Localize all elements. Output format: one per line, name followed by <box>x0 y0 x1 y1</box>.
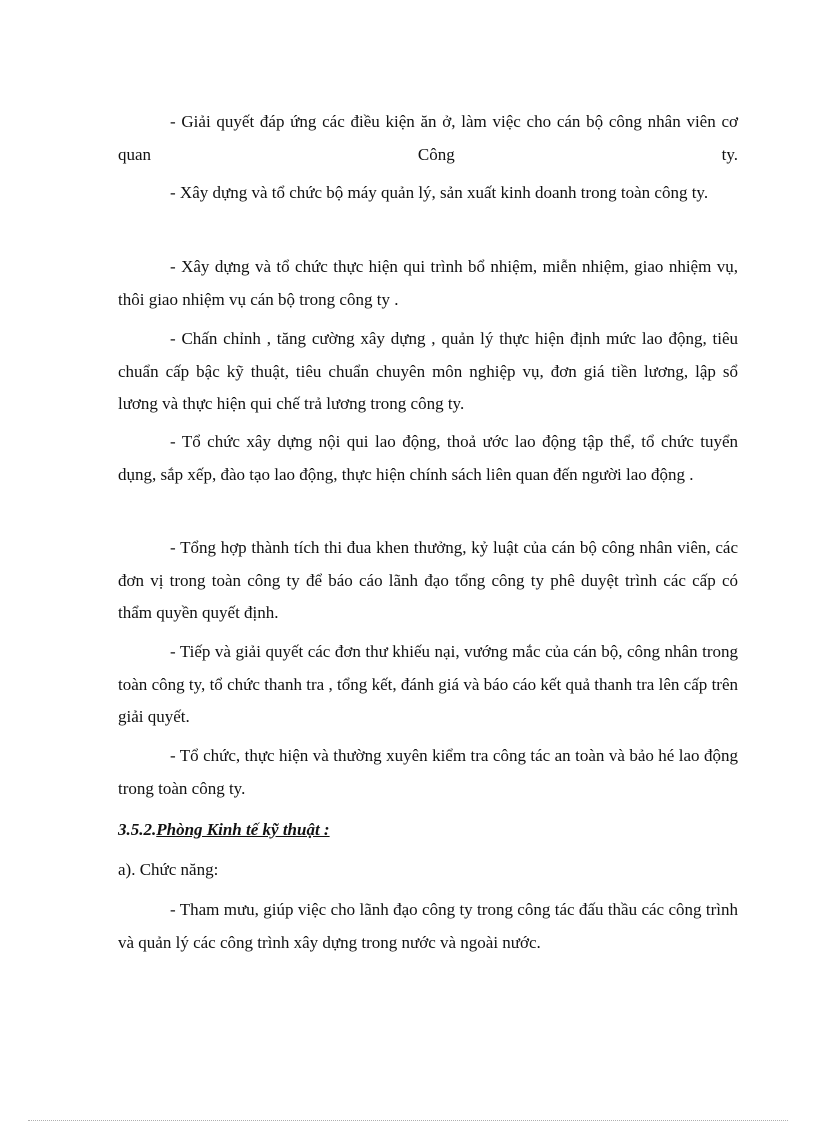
paragraph-complaints: - Tiếp và giải quyết các đơn thư khiếu nại, vướng mắc của cán bộ, công nhân trong toàn công ty, tổ chức thanh tra , tổng kết, đánh giá và báo cáo kết quả thanh tra lên cấp trên giải quyết. <box>118 642 738 726</box>
section-title: Phòng Kinh tế kỹ thuật : <box>156 820 330 839</box>
paragraph-emulation-rewards: - Tổng hợp thành tích thi đua khen thưởng, kỷ luật của cán bộ công nhân viên, các đơn vị trong toàn công ty để báo cáo lãnh đạo tổng công ty phê duyệt trình các cấp có thẩm quyền quyết định. <box>118 538 738 622</box>
section-number: 3.5.2. <box>118 820 157 839</box>
paragraph-labor-regulations: - Tổ chức xây dựng nội qui lao động, thoả ước lao động tập thể, tổ chức tuyển dụng, sắp xếp, đào tạo lao động, thực hiện chính sách liên quan đến người lao động . <box>118 432 738 484</box>
subheading-functions: a). Chức năng: <box>118 860 219 879</box>
paragraph-labor-norms: - Chấn chỉnh , tăng cường xây dựng , quản lý thực hiện định mức lao động, tiêu chuẩn cấp bậc kỹ thuật, tiêu chuẩn chuyên môn nghiệp vụ, đơn giá tiền lương, lập sổ lương và thực hiện qui chế trả lương trong công ty. <box>118 329 738 413</box>
section-heading <box>118 814 330 846</box>
paragraph-advisory-role: - Tham mưu, giúp việc cho lãnh đạo công ty trong công tác đấu thầu các công trình và quản lý các công trình xây dựng trong nước và ngoài nước. <box>118 900 738 952</box>
page-bottom-divider <box>28 1120 788 1121</box>
paragraph-labor-safety: - Tổ chức, thực hiện và thường xuyên kiểm tra công tác an toàn và bảo hé lao động trong toàn công ty. <box>118 746 738 798</box>
paragraph-appointment-process: - Xây dựng và tổ chức thực hiện qui trình bổ nhiệm, miễn nhiệm, giao nhiệm vụ, thôi giao nhiệm vụ cán bộ trong công ty . <box>118 257 738 309</box>
paragraph-management-structure: - Xây dựng và tổ chức bộ máy quản lý, sản xuất kinh doanh trong toàn công ty. <box>170 183 709 202</box>
paragraph-living-conditions: - Giải quyết đáp ứng các điều kiện ăn ở, làm việc cho cán bộ công nhân viên cơ quan Công ty. <box>118 112 738 164</box>
